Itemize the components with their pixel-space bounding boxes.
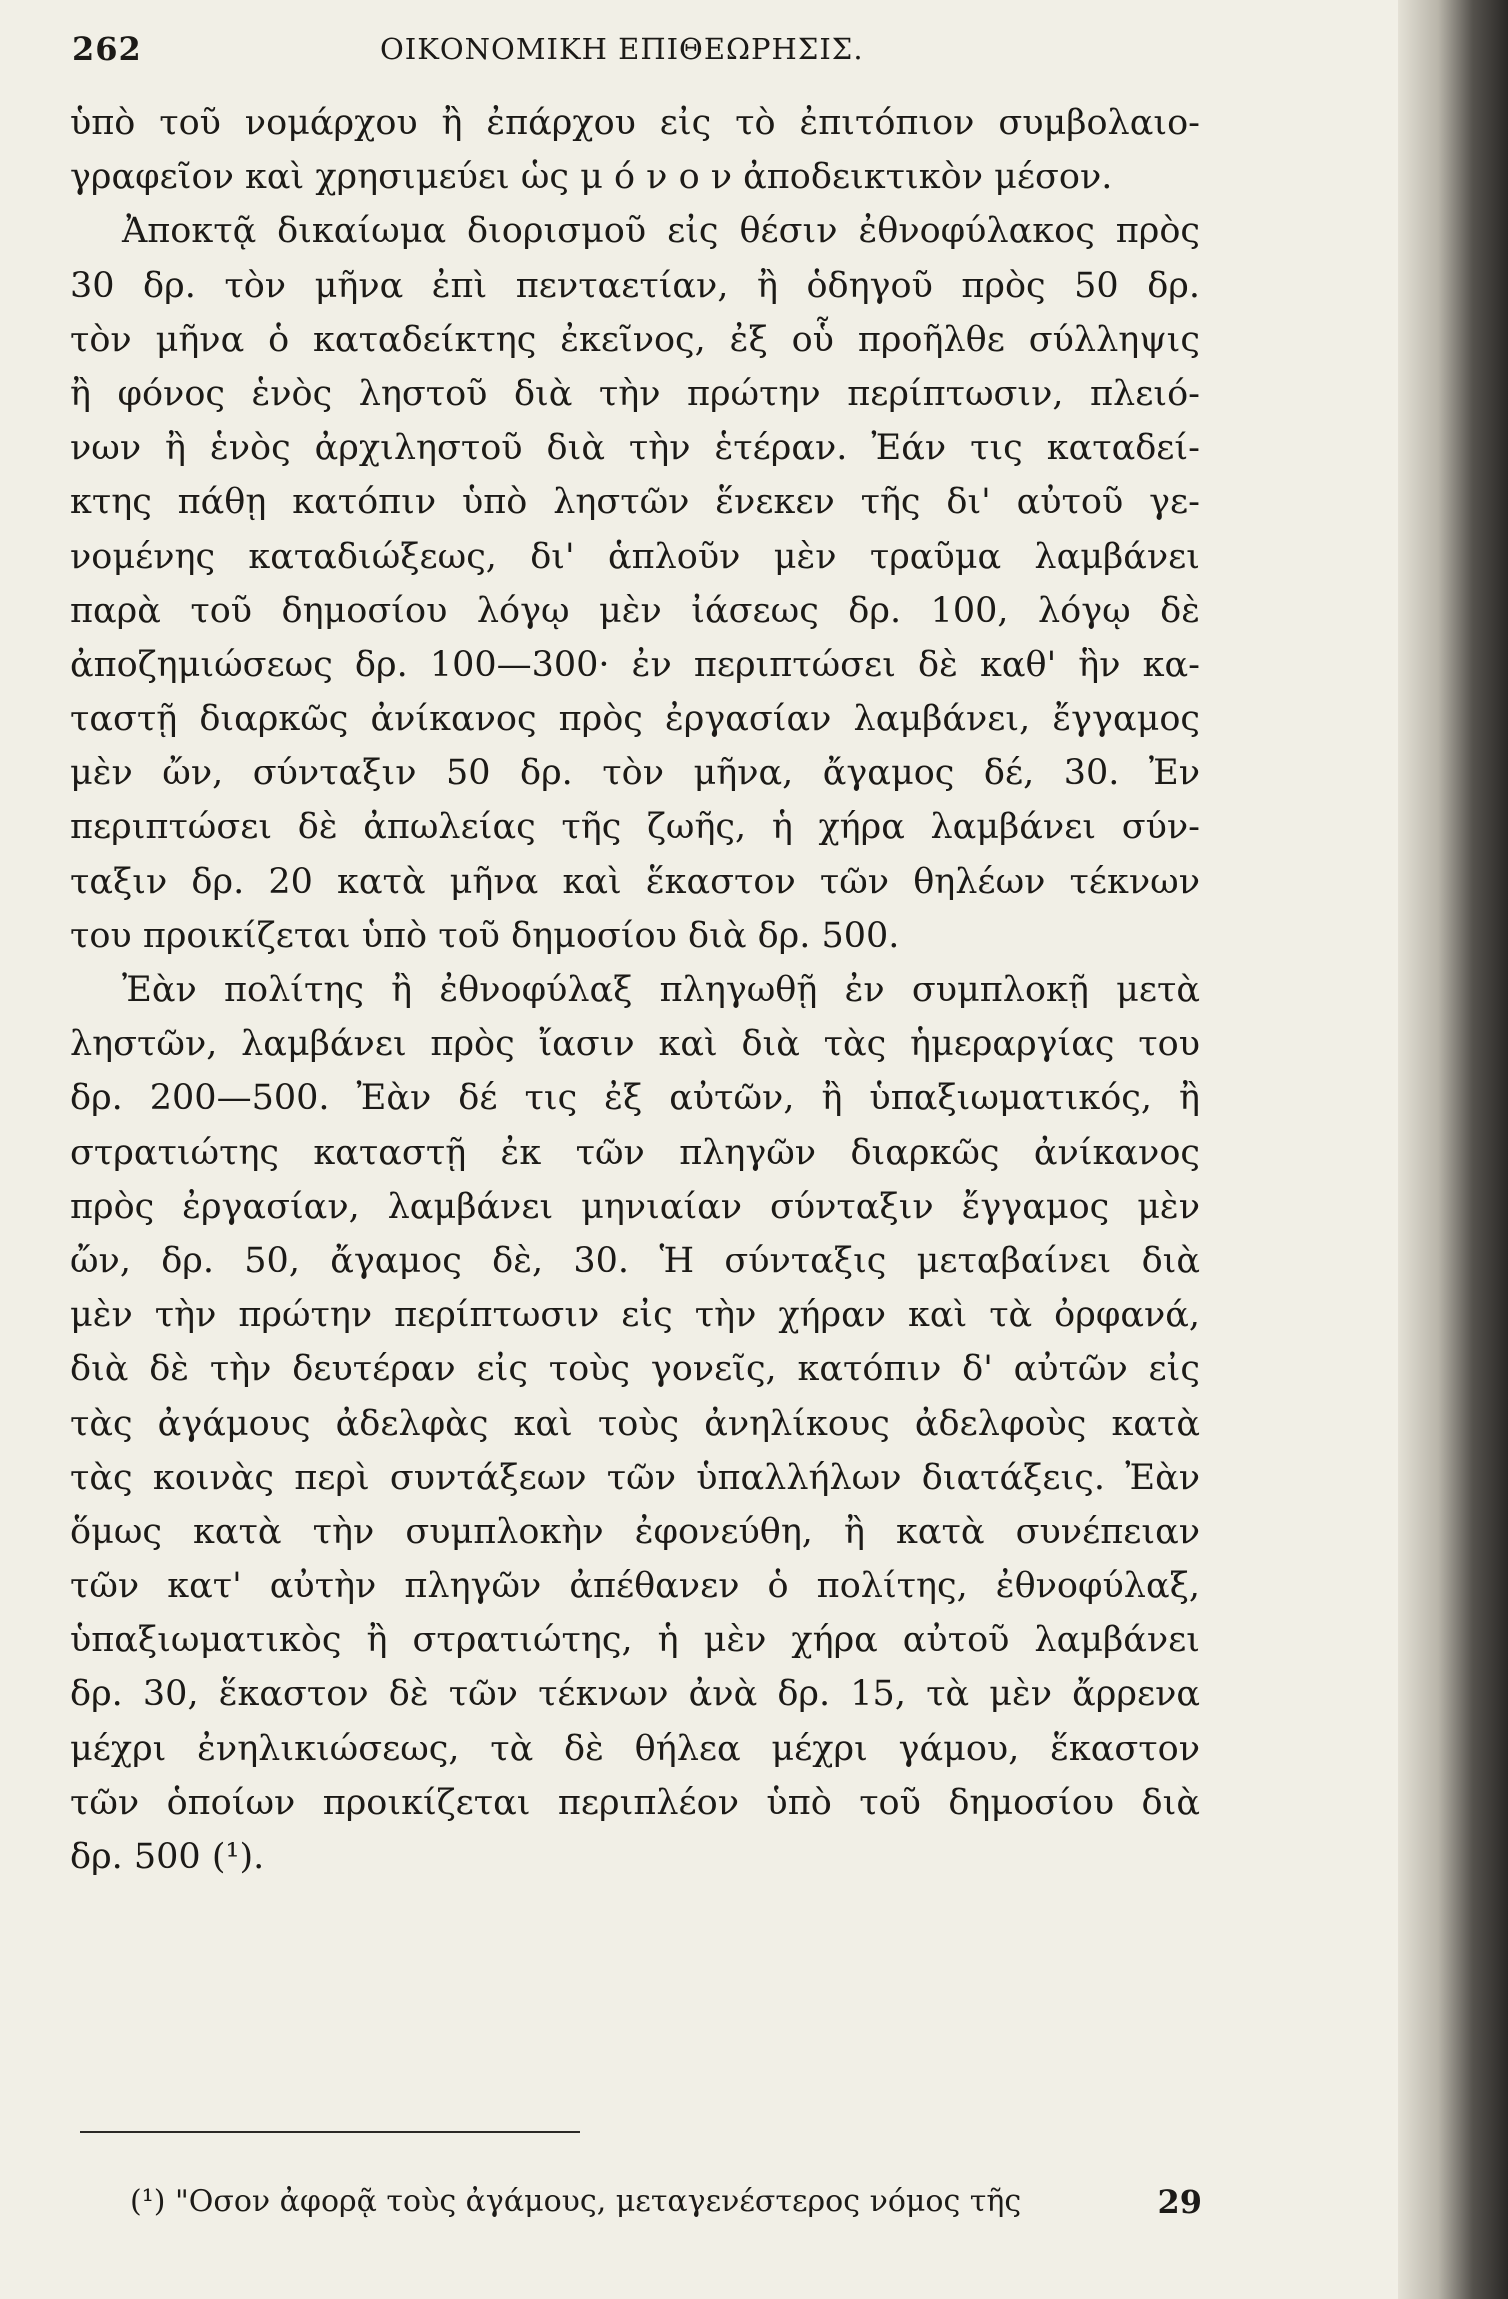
text-line: τῶν κατ' αὐτὴν πληγῶν ἀπέθανεν ὁ πολίτης, ἐθνοφύλαξ, (70, 1566, 1200, 1607)
text-line: διὰ δὲ τὴν δευτέραν εἰς τοὺς γονεῖς, κατόπιν δ' αὐτῶν εἰς (70, 1349, 1200, 1390)
body-text (70, 96, 1200, 1884)
text-line: δρ. 200—500. Ἐὰν δέ τις ἐξ αὐτῶν, ἢ ὑπαξιωματικός, ἢ (70, 1078, 1200, 1119)
text-line: γραφεῖον καὶ χρησιμεύει ὡς μ ό ν ο ν ἀποδεικτικὸν μέσον. (70, 157, 1113, 198)
text-line: μὲν τὴν πρώτην περίπτωσιν εἰς τὴν χήραν καὶ τὰ ὀρφανά, (70, 1295, 1200, 1336)
book-binding-shadow (1398, 0, 1508, 2299)
text-line: ταξιν δρ. 20 κατὰ μῆνα καὶ ἕκαστον τῶν θηλέων τέκνων (70, 861, 1200, 902)
text-line: τῶν ὁποίων προικίζεται περιπλέον ὑπὸ τοῦ δημοσίου διὰ (70, 1782, 1200, 1823)
text-line: ὤν, δρ. 50, ἄγαμος δὲ, 30. Ἡ σύνταξις μεταβαίνει διὰ (70, 1240, 1200, 1281)
footnote-divider (80, 2131, 580, 2133)
page-number: 262 (72, 30, 142, 68)
text-line: του προικίζεται ὑπὸ τοῦ δημοσίου διὰ δρ. 500. (70, 915, 900, 956)
text-line: τὰς κοινὰς περὶ συντάξεων τῶν ὑπαλλήλων διατάξεις. Ἐὰν (70, 1457, 1200, 1498)
text-line: δρ. 500 (¹). (70, 1837, 265, 1877)
text-line: μὲν ὤν, σύνταξιν 50 δρ. τὸν μῆνα, ἄγαμος δέ, 30. Ἐν (70, 753, 1200, 794)
text-line: κτης πάθῃ κατόπιν ὑπὸ ληστῶν ἕνεκεν τῆς δι' αὐτοῦ γε- (70, 482, 1200, 523)
text-line: Ἐὰν πολίτης ἢ ἐθνοφύλαξ πληγωθῇ ἐν συμπλοκῇ μετὰ (122, 970, 1200, 1010)
footnote-text: (¹) "Οσον ἀφορᾷ τοὺς ἀγάμους, μεταγενέστερος νόμος τῆς (130, 2184, 1022, 2219)
text-line: ἢ φόνος ἑνὸς ληστοῦ διὰ τὴν πρώτην περίπτωσιν, πλειό- (70, 373, 1200, 414)
text-line: ἀποζημιώσεως δρ. 100—300· ἐν περιπτώσει δὲ καθ' ἣν κα- (70, 644, 1200, 685)
text-line: ὑπὸ τοῦ νομάρχου ἢ ἐπάρχου εἰς τὸ ἐπιτόπιον συμβολαιο- (70, 103, 1200, 143)
text-line: παρὰ τοῦ δημοσίου λόγῳ μὲν ἰάσεως δρ. 100, λόγῳ δὲ (70, 590, 1200, 631)
text-line: στρατιώτης καταστῇ ἐκ τῶν πληγῶν διαρκῶς ἀνίκανος (70, 1132, 1200, 1173)
signature-mark: 29 (1157, 2183, 1202, 2221)
book-page (70, 0, 1200, 2299)
text-line: ὅμως κατὰ τὴν συμπλοκὴν ἐφονεύθη, ἢ κατὰ συνέπειαν (70, 1511, 1200, 1552)
text-line: ταστῇ διαρκῶς ἀνίκανος πρὸς ἐργασίαν λαμβάνει, ἔγγαμος (70, 699, 1200, 740)
text-line: ληστῶν, λαμβάνει πρὸς ἴασιν καὶ διὰ τὰς ἡμεραργίας του (70, 1024, 1200, 1065)
page-header (70, 28, 1200, 76)
text-line: ὑπαξιωματικὸς ἢ στρατιώτης, ἡ μὲν χήρα αὐτοῦ λαμβάνει (70, 1620, 1200, 1661)
running-title: ΟΙΚΟΝΟΜΙΚΗ ΕΠΙΘΕΩΡΗΣΙΣ. (380, 32, 864, 66)
text-line: περιπτώσει δὲ ἀπωλείας τῆς ζωῆς, ἡ χήρα λαμβάνει σύν- (70, 807, 1200, 848)
text-line: τὸν μῆνα ὁ καταδείκτης ἐκεῖνος, ἐξ οὗ προῆλθε σύλληψις (70, 319, 1200, 360)
text-line: Ἀποκτᾷ δικαίωμα διορισμοῦ εἰς θέσιν ἐθνοφύλακος πρὸς (122, 211, 1200, 252)
text-line: τὰς ἀγάμους ἀδελφὰς καὶ τοὺς ἀνηλίκους ἀδελφοὺς κατὰ (70, 1403, 1200, 1444)
text-line: δρ. 30, ἕκαστον δὲ τῶν τέκνων ἀνὰ δρ. 15, τὰ μὲν ἄρρενα (70, 1674, 1200, 1715)
text-line: νων ἢ ἑνὸς ἀρχιληστοῦ διὰ τὴν ἑτέραν. Ἐάν τις καταδεί- (70, 428, 1200, 469)
text-line: μέχρι ἐνηλικιώσεως, τὰ δὲ θήλεα μέχρι γάμου, ἕκαστον (70, 1728, 1200, 1769)
footnote (130, 2182, 1202, 2222)
text-line: νομένης καταδιώξεως, δι' ἁπλοῦν μὲν τραῦμα λαμβάνει (70, 536, 1200, 577)
text-line: 30 δρ. τὸν μῆνα ἐπὶ πενταετίαν, ἢ ὁδηγοῦ πρὸς 50 δρ. (70, 265, 1200, 306)
text-line: πρὸς ἐργασίαν, λαμβάνει μηνιαίαν σύνταξιν ἔγγαμος μὲν (70, 1186, 1200, 1227)
